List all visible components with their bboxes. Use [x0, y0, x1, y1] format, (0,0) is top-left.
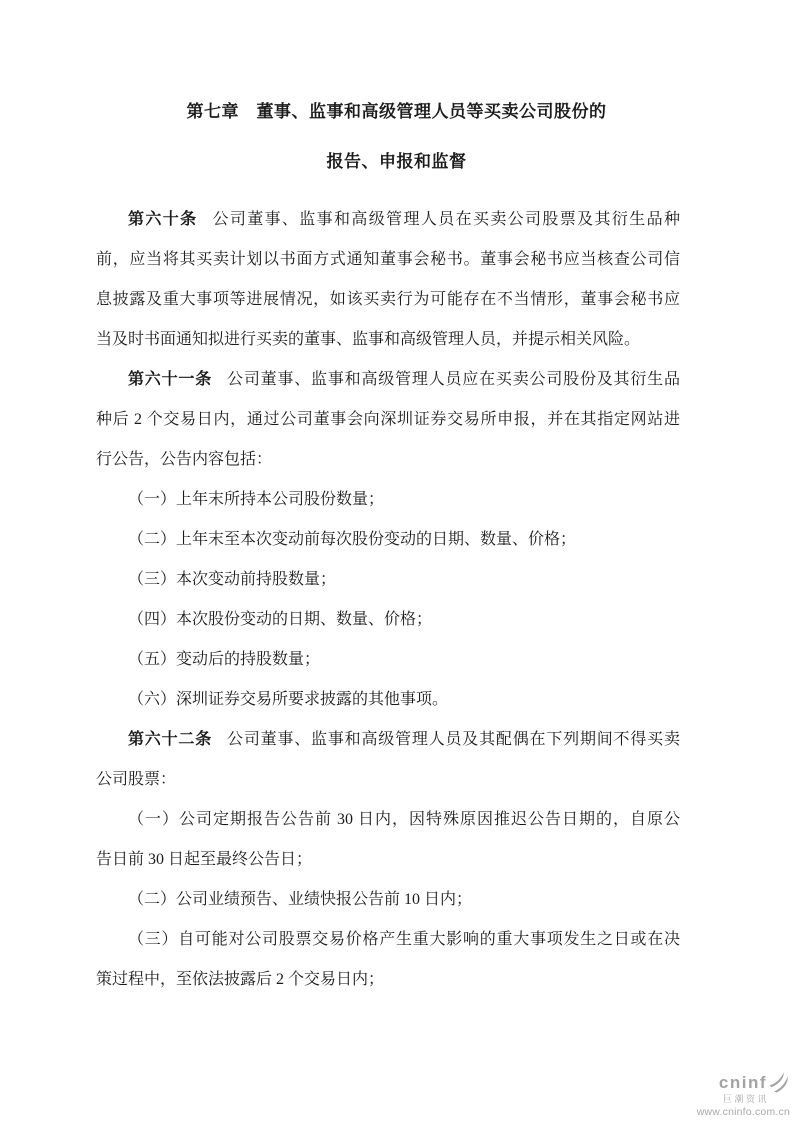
document-line: （六）深圳证券交易所要求披露的其他事项。 — [128, 691, 449, 708]
document-line: 行公告，公告内容包括： — [96, 451, 273, 468]
document-line: （一）公司定期报告公告前 30 日内，因特殊原因推迟公告日期的，自原公 — [128, 811, 680, 828]
document-line: （四）本次股份变动的日期、数量、价格； — [128, 611, 433, 628]
document-line: 当及时书面通知拟进行买卖的董事、监事和高级管理人员，并提示相关风险。 — [96, 331, 641, 348]
chapter-title — [0, 98, 793, 198]
document-line: 策过程中，至依法披露后 2 个交易日内； — [96, 971, 385, 988]
cninfo-logo — [670, 1070, 790, 1118]
document-line: （二）公司业绩预告、业绩快报公告前 10 日内； — [128, 891, 473, 908]
document-line: （二）上年末至本次变动前每次股份变动的日期、数量、价格； — [128, 531, 577, 548]
document-line: 第六十条 公司董事、监事和高级管理人员在买卖公司股票及其衍生品种 — [128, 211, 680, 228]
document-line: （五）变动后的持股数量； — [128, 651, 321, 668]
article-number: 第六十条 — [128, 211, 198, 228]
document-line: 种后 2 个交易日内，通过公司董事会向深圳证券交易所申报，并在其指定网站进 — [96, 411, 680, 428]
chapter-title-line: 第七章 董事、监事和高级管理人员等买卖公司股份的 — [186, 102, 607, 121]
document-line: 告日前 30 日起至最终公告日； — [96, 851, 313, 868]
article-number: 第六十二条 — [128, 731, 213, 748]
document-line: （三）自可能对公司股票交易价格产生重大影响的重大事项发生之日或在决 — [128, 931, 680, 948]
document-line: （一）上年末所持本公司股份数量； — [128, 491, 385, 508]
chapter-title-line: 报告、申报和监督 — [326, 152, 467, 171]
cninfo-brand-row — [670, 1070, 790, 1094]
document-line: （三）本次变动前持股数量； — [128, 571, 337, 588]
cninfo-subtitle: 巨潮资讯 — [722, 1094, 769, 1104]
article-number: 第六十一条 — [128, 371, 213, 388]
document-line: 息披露及重大事项等进展情况，如该买卖行为可能存在不当情形，董事会秘书应 — [96, 291, 680, 308]
swirl-icon — [768, 1071, 790, 1093]
document-line: 公司股票： — [96, 771, 177, 788]
document-line: 前，应当将其买卖计划以书面方式通知董事会秘书。董事会秘书应当核查公司信 — [96, 251, 680, 268]
cninfo-url: www.cninfo.com.cn — [696, 1106, 790, 1118]
cninfo-brand-text: cninf — [718, 1072, 767, 1092]
document-line: 第六十二条 公司董事、监事和高级管理人员及其配偶在下列期间不得买卖 — [128, 731, 680, 748]
document-line: 第六十一条 公司董事、监事和高级管理人员应在买卖公司股份及其衍生品 — [128, 371, 680, 388]
document-body — [96, 200, 680, 1000]
